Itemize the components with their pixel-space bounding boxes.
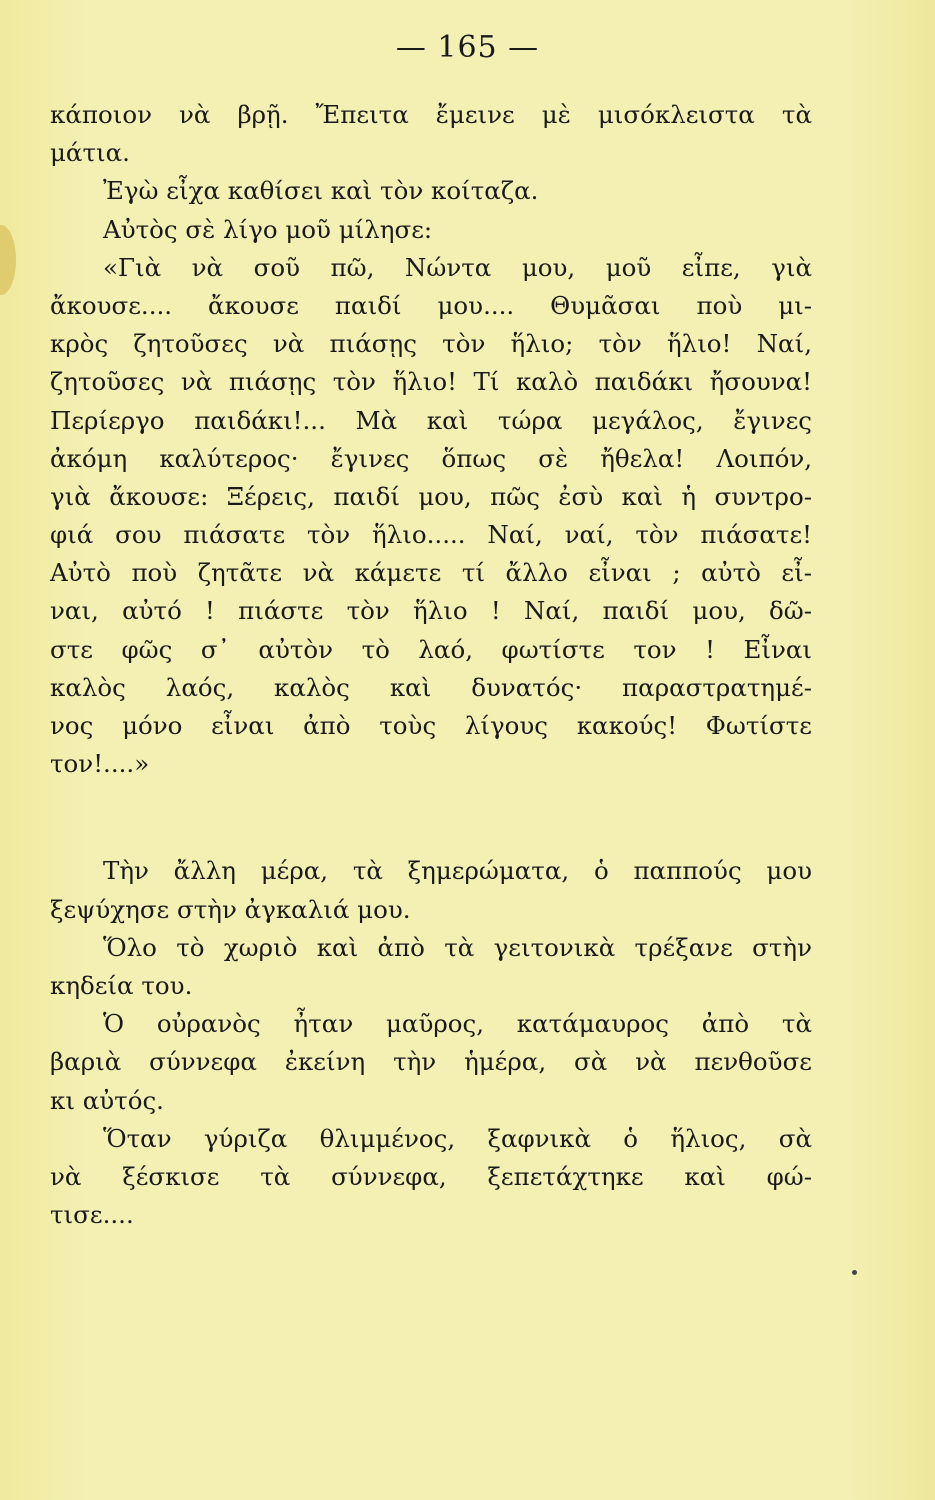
- paragraph: [50, 1005, 812, 1120]
- text-line: Τὴν ἄλλη μέρα, τὰ ξημερώματα, ὁ παππούς μου: [103, 856, 812, 886]
- text-line: «Γιὰ νὰ σοῦ πῶ, Νώντα μου, μοῦ εἶπε, γιὰ: [103, 252, 812, 282]
- text-line: Ὁ οὐρανὸς ἦταν μαῦρος, κατάμαυρος ἀπὸ τὰ: [103, 1009, 812, 1039]
- paragraph: [50, 96, 812, 172]
- text-line: κι αὐτός.: [50, 1085, 164, 1115]
- paragraph: [50, 929, 812, 1005]
- text-line: κηδεία του.: [50, 970, 193, 1000]
- text-line: βαριὰ σύννεφα ἐκείνη τὴν ἡμέρα, σὰ νὰ πενθοῦσε: [50, 1047, 812, 1077]
- section-gap: [50, 783, 812, 852]
- text-line: κρὸς ζητοῦσες νὰ πιάσῃς τὸν ἥλιο; τὸν ἥλιο! Ναί,: [50, 329, 812, 359]
- paragraph: [50, 211, 812, 249]
- page-number: — 165 —: [395, 30, 540, 65]
- text-line: ξεψύχησε στὴν ἀγκαλιά μου.: [50, 894, 411, 924]
- text-line: Ἐγὼ εἶχα καθίσει καὶ τὸν κοίταζα.: [103, 176, 539, 206]
- text-line: φιά σου πιάσατε τὸν ἥλιο..... Ναί, ναί, τὸν πιάσατε!: [50, 520, 812, 550]
- text-line: ζητοῦσες νὰ πιάσῃς τὸν ἥλιο! Τί καλὸ παιδάκι ἤσουνα!: [50, 367, 812, 397]
- text-line: στε φῶς σ᾽ αὐτὸν τὸ λαό, φωτίστε τον ! Εἶναι: [50, 634, 812, 664]
- text-line: Αὐτὸς σὲ λίγο μοῦ μίλησε:: [103, 214, 433, 244]
- text-line: κάποιον νὰ βρῇ. Ἔπειτα ἔμεινε μὲ μισόκλειστα τὰ: [50, 100, 812, 129]
- text-line: Ὅλο τὸ χωριὸ καὶ ἀπὸ τὰ γειτονικὰ τρέξανε στὴν: [103, 932, 812, 962]
- text-line: ἀκόμη καλύτερος· ἔγινες ὅπως σὲ ἤθελα! Λοιπόν,: [50, 443, 812, 473]
- paragraph: [50, 852, 812, 928]
- text-line: καλὸς λαός, καλὸς καὶ δυνατός· παραστρατημέ-: [50, 672, 812, 702]
- text-line: τισε....: [50, 1200, 134, 1230]
- body-text: [50, 96, 812, 1234]
- text-line: Περίεργο παιδάκι!... Μὰ καὶ τώρα μεγάλος, ἔγινες: [50, 405, 812, 435]
- page-edge-stain: [0, 225, 16, 295]
- text-line: Ὅταν γύριζα θλιμμένος, ξαφνικὰ ὁ ἥλιος, σὰ: [103, 1123, 812, 1153]
- paragraph: [50, 172, 812, 210]
- text-line: νὰ ξέσκισε τὰ σύννεφα, ξεπετάχτηκε καὶ φώ-: [50, 1161, 812, 1191]
- paragraph: [50, 1120, 812, 1235]
- text-line: Αὐτὸ ποὺ ζητᾶτε νὰ κάμετε τί ἄλλο εἶναι ; αὐτὸ εἶ-: [50, 558, 812, 588]
- text-line: τον!....»: [50, 749, 150, 779]
- paragraph: [50, 249, 812, 784]
- ink-dot: [852, 1270, 857, 1275]
- text-line: γιὰ ἄκουσε: Ξέρεις, παιδί μου, πῶς ἐσὺ καὶ ἡ συντρο-: [50, 481, 812, 511]
- text-line: νος μόνο εἶναι ἀπὸ τοὺς λίγους κακούς! Φωτίστε: [50, 711, 812, 740]
- text-line: ἄκουσε.... ἄκουσε παιδί μου.... Θυμᾶσαι ποὺ μι-: [50, 290, 812, 320]
- text-line: ναι, αὐτό ! πιάστε τὸν ἥλιο ! Ναί, παιδί μου, δῶ-: [50, 596, 812, 626]
- text-line: μάτια.: [50, 138, 130, 168]
